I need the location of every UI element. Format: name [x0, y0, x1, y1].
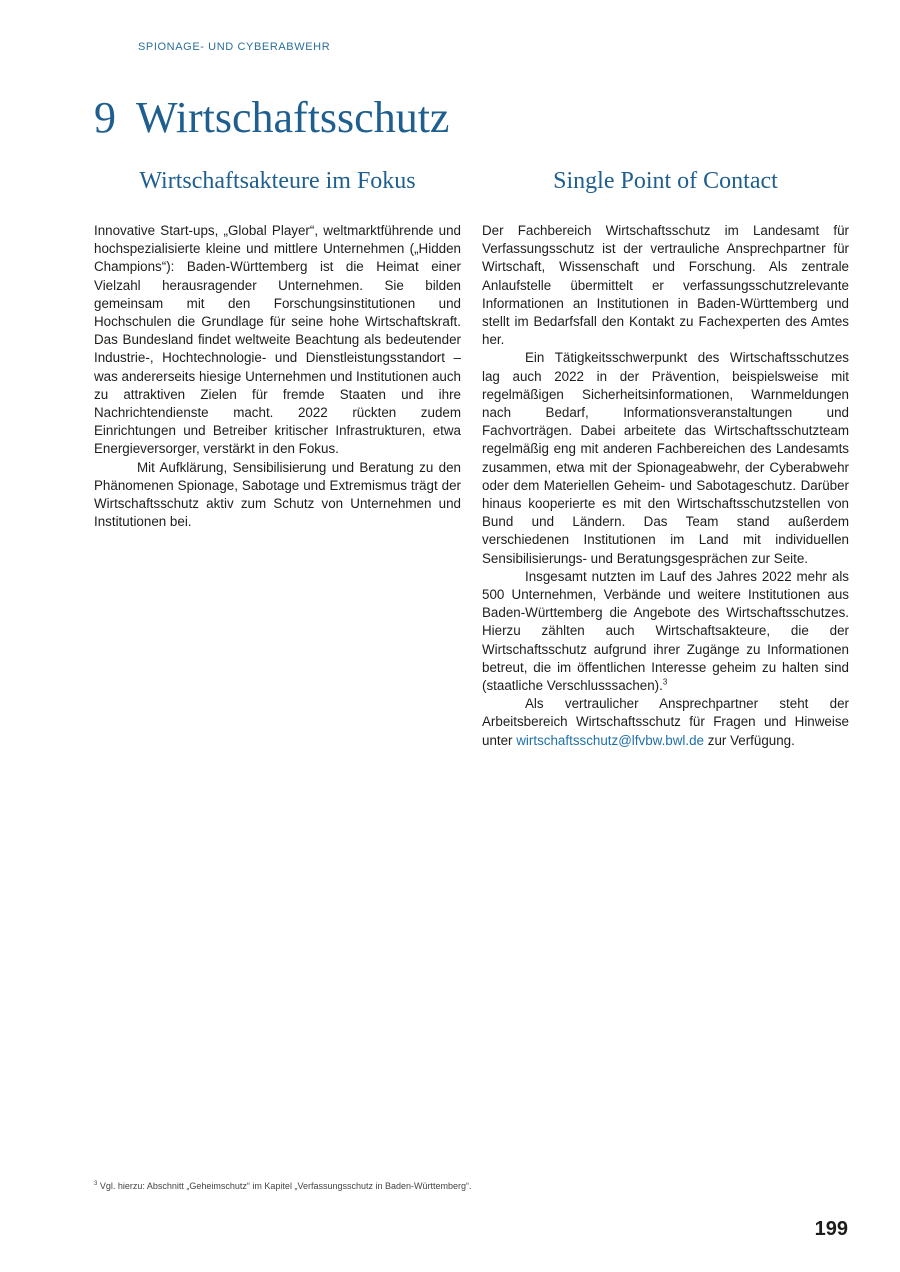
left-paragraph-2: Mit Aufklärung, Sensibilisierung und Beratung zu den Phänomenen Spionage, Sabotage und Extremismus trägt der Wirtschaftsschutz aktiv zum Schutz von Unternehmen und Institutionen bei.: [94, 459, 461, 530]
left-column: [94, 164, 461, 531]
right-paragraph-1: Der Fachbereich Wirtschaftsschutz im Landesamt für Verfassungsschutz ist der vertrauliche Ansprechpartner für Wirtschaft, Wissenschaft und Forschung. Als zentrale Anlaufstelle übermittelt er verfassungsschutzrelevante Informationen an Institutionen in Baden-Württemberg und stellt im Bedarfsfall den Kontakt zu Fachexperten des Amtes her.: [482, 223, 849, 348]
footnote-marker: 3: [94, 1181, 98, 1187]
running-header: SPIONAGE- UND CYBERABWEHR: [138, 41, 331, 53]
right-paragraph-3-text: Insgesamt nutzten im Lauf des Jahres 2022 mehr als 500 Unternehmen, Verbände und weitere Institutionen aus Baden-Württemberg die Angebote des Wirtschaftsschutzes. Hierzu zählten auch Wirtschaftsakteure, die der Wirtschaftsschutz aufgrund ihrer Zugänge zu Informationen betreut, die im öffentlichen Interesse geheim zu halten sind (staatliche Verschlusssachen).: [482, 568, 849, 694]
chapter-title-text: Wirtschaftsschutz: [136, 93, 450, 142]
right-column: [482, 164, 849, 750]
left-paragraph-1: Innovative Start-ups, „Global Player“, weltmarktführende und hochspezialisierte kleine und mittlere Unternehmen („Hidden Champions“): Baden-Württemberg ist die Heimat einer Vielzahl herausragender Unternehmen. Sie bilden gemeinsam mit den Forschungsinstitutionen und Hochschulen die Grundlage für seine hohe Wirtschaftskraft. Das Bundesland findet weltweite Beachtung als bedeutender Industrie-, Hochtechnologie- und Dienstleistungsstandort – was andererseits hiesige Unternehmen und Institutionen auch zu attraktiven Zielen für fremde Staaten und ihre Nachrichtendienste macht. 2022 rückten zudem Einrichtungen und Betreiber kritischer Infrastrukturen, etwa Energieversorger, verstärkt in den Fokus.: [94, 223, 461, 457]
email-link[interactable]: wirtschaftsschutz@lfvbw.bwl.de: [516, 732, 705, 748]
chapter-title: [94, 92, 449, 144]
right-paragraph-3: [482, 568, 849, 695]
chapter-number: 9: [94, 93, 116, 142]
right-column-heading: Single Point of Contact: [553, 168, 778, 194]
contact-text-after: zur Verfügung.: [707, 732, 795, 748]
footnote-reference[interactable]: 3: [662, 677, 668, 687]
right-paragraph-2: Ein Tätigkeitsschwerpunkt des Wirtschaftsschutzes lag auch 2022 in der Prävention, beispielsweise mit regelmäßigen Sicherheitsinformationen, Warnmeldungen nach Bedarf, Informationsveranstaltungen und Fachvorträgen. Dabei arbeitete das Wirtschaftsschutzteam regelmäßig eng mit anderen Fachbereichen des Landesamts zusammen, etwa mit der Spionageabwehr, der Cyberabwehr oder dem Materiellen Geheim- und Sabotageschutz. Darüber hinaus kooperierte es mit den Wirtschaftsschutzstellen von Bund und Ländern. Das Team stand außerdem verschiedenen Institutionen im Land mit individuellen Sensibilisierungs- und Beratungsgesprächen zur Seite.: [482, 350, 849, 566]
contact-text-before: Als vertraulicher Ansprechpartner steht der Arbeitsbereich Wirtschaftsschutz für Fragen und Hinweise unter: [482, 696, 849, 748]
right-paragraph-4: [482, 695, 849, 750]
footnote-text: Vgl. hierzu: Abschnitt „Geheimschutz“ im Kapitel „Verfassungsschutz in Baden-Württemberg“.: [99, 1181, 472, 1191]
footnote: [94, 1181, 472, 1191]
page-number: 199: [814, 1218, 848, 1240]
left-column-heading: Wirtschaftsakteure im Fokus: [139, 168, 416, 194]
